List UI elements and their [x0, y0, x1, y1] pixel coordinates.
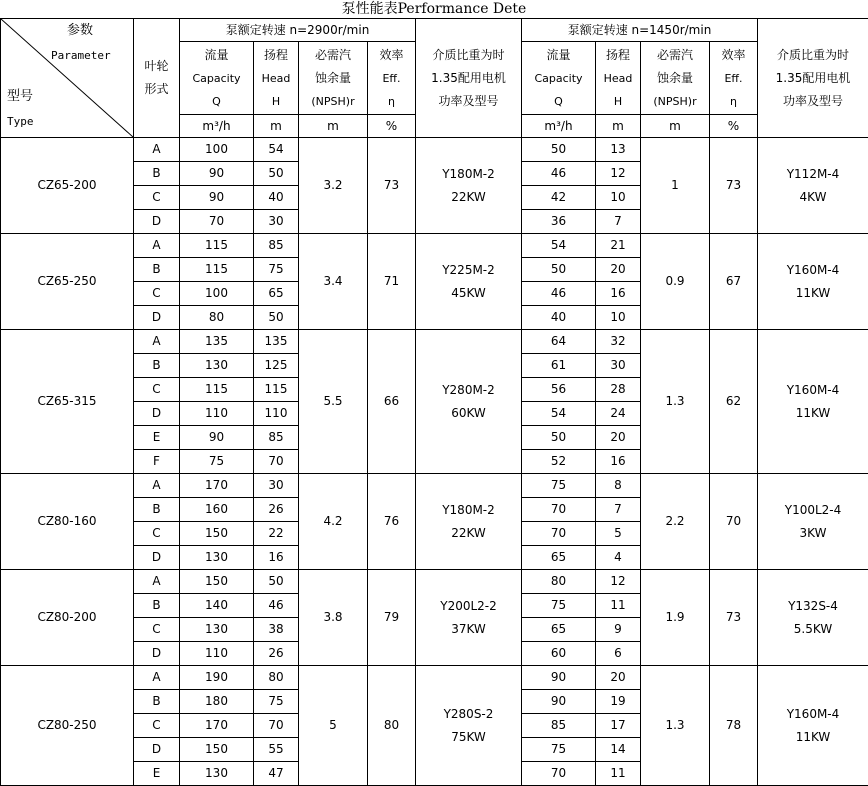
npsh-sym: (NPSH)r — [641, 90, 709, 113]
head-1450-cell: 11 — [596, 594, 641, 618]
impeller-cell: B — [134, 258, 180, 282]
impeller-cell: C — [134, 714, 180, 738]
flow-2900-cell: 90 — [180, 426, 254, 450]
flow-2900-cell: 170 — [180, 714, 254, 738]
flow-1450-cell: 70 — [522, 522, 596, 546]
head-2900-header — [254, 42, 299, 115]
motor-1450-text: 4KW — [758, 186, 868, 209]
flow-sym: Q — [180, 90, 253, 113]
npsh-1450-header — [641, 42, 710, 115]
head-2900-cell: 50 — [254, 162, 299, 186]
head-2900-cell: 50 — [254, 570, 299, 594]
motor-1450-text: 5.5KW — [758, 618, 868, 641]
flow-1450-cell: 75 — [522, 594, 596, 618]
head-2900-cell: 26 — [254, 498, 299, 522]
head-1450-cell: 20 — [596, 666, 641, 690]
model-cell: CZ80-200 — [1, 570, 134, 666]
unit-flow-1450: m³/h — [522, 115, 596, 138]
table-row — [1, 330, 868, 354]
flow-2900-cell: 100 — [180, 282, 254, 306]
motor-1450-text: 11KW — [758, 402, 868, 425]
unit-head-1450: m — [596, 115, 641, 138]
performance-table — [0, 18, 868, 786]
motor-2900-text: Y225M-2 — [416, 259, 521, 282]
flow-1450-cell: 75 — [522, 474, 596, 498]
motor-1450-text: Y160M-4 — [758, 703, 868, 726]
motor-2900-text: 22KW — [416, 186, 521, 209]
flow-2900-cell: 140 — [180, 594, 254, 618]
head-cn: 扬程 — [596, 44, 640, 67]
flow-1450-cell: 46 — [522, 162, 596, 186]
table-body — [1, 19, 868, 786]
impeller-cell: C — [134, 186, 180, 210]
flow-1450-cell: 50 — [522, 426, 596, 450]
npsh-2900-cell: 4.2 — [299, 474, 368, 570]
head-2900-cell: 40 — [254, 186, 299, 210]
flow-1450-cell: 40 — [522, 306, 596, 330]
motor-1450-text: Y132S-4 — [758, 595, 868, 618]
motor-2900-header-line2: 1.35配用电机 — [416, 67, 521, 90]
impeller-cell: C — [134, 522, 180, 546]
head-2900-cell: 38 — [254, 618, 299, 642]
eff-sym: η — [710, 90, 757, 113]
impeller-cell: D — [134, 546, 180, 570]
npsh-1450-cell: 2.2 — [641, 474, 710, 570]
head-en: Head — [596, 67, 640, 90]
model-cell: CZ80-160 — [1, 474, 134, 570]
head-2900-cell: 50 — [254, 306, 299, 330]
impeller-cell: D — [134, 642, 180, 666]
head-2900-cell: 47 — [254, 762, 299, 786]
flow-2900-cell: 115 — [180, 258, 254, 282]
speed-2900-header: 泵额定转速 n=2900r/min — [180, 19, 416, 42]
table-row — [1, 138, 868, 162]
parameter-label-en: Parameter — [51, 49, 111, 63]
head-1450-cell: 10 — [596, 186, 641, 210]
impeller-cell: A — [134, 138, 180, 162]
motor-2900-text: 60KW — [416, 402, 521, 425]
eff-2900-cell: 66 — [368, 330, 416, 474]
motor-2900-cell — [416, 570, 522, 666]
head-2900-cell: 70 — [254, 714, 299, 738]
flow-2900-cell: 130 — [180, 618, 254, 642]
impeller-cell: A — [134, 330, 180, 354]
eff-1450-cell: 67 — [710, 234, 758, 330]
flow-2900-cell: 80 — [180, 306, 254, 330]
impeller-cell: C — [134, 378, 180, 402]
flow-2900-cell: 100 — [180, 138, 254, 162]
flow-1450-cell: 80 — [522, 570, 596, 594]
unit-eff-2900: % — [368, 115, 416, 138]
head-en: Head — [254, 67, 298, 90]
head-1450-cell: 12 — [596, 162, 641, 186]
flow-en: Capacity — [522, 67, 595, 90]
head-2900-cell: 46 — [254, 594, 299, 618]
motor-1450-cell — [758, 138, 868, 234]
unit-eff-1450: % — [710, 115, 758, 138]
impeller-cell: D — [134, 402, 180, 426]
head-2900-cell: 30 — [254, 474, 299, 498]
flow-2900-cell: 130 — [180, 762, 254, 786]
npsh-2900-cell: 3.4 — [299, 234, 368, 330]
flow-2900-cell: 110 — [180, 642, 254, 666]
impeller-cell: A — [134, 474, 180, 498]
head-2900-cell: 22 — [254, 522, 299, 546]
npsh-2900-cell: 5.5 — [299, 330, 368, 474]
flow-1450-cell: 50 — [522, 258, 596, 282]
npsh-cn2: 蚀余量 — [299, 67, 367, 90]
head-2900-cell: 26 — [254, 642, 299, 666]
motor-1450-cell — [758, 474, 868, 570]
head-sym: H — [254, 90, 298, 113]
flow-1450-cell: 36 — [522, 210, 596, 234]
flow-2900-cell: 160 — [180, 498, 254, 522]
flow-2900-cell: 130 — [180, 354, 254, 378]
flow-1450-cell: 70 — [522, 498, 596, 522]
eff-2900-cell: 73 — [368, 138, 416, 234]
head-1450-cell: 7 — [596, 210, 641, 234]
flow-2900-cell: 150 — [180, 570, 254, 594]
motor-2900-cell — [416, 138, 522, 234]
motor-2900-text: Y200L2-2 — [416, 595, 521, 618]
npsh-1450-cell: 1.9 — [641, 570, 710, 666]
eff-2900-cell: 76 — [368, 474, 416, 570]
motor-2900-text: Y180M-2 — [416, 499, 521, 522]
model-label-en: Type — [7, 115, 34, 129]
npsh-2900-cell: 3.8 — [299, 570, 368, 666]
motor-1450-text: Y100L2-4 — [758, 499, 868, 522]
eff-en: Eff. — [368, 67, 415, 90]
head-1450-cell: 5 — [596, 522, 641, 546]
impeller-header-line1: 叶轮 — [134, 55, 179, 78]
npsh-cn1: 必需汽 — [299, 44, 367, 67]
head-2900-cell: 16 — [254, 546, 299, 570]
speed-1450-header: 泵额定转速 n=1450r/min — [522, 19, 758, 42]
eff-2900-cell: 71 — [368, 234, 416, 330]
impeller-cell: B — [134, 354, 180, 378]
head-2900-cell: 30 — [254, 210, 299, 234]
head-1450-cell: 13 — [596, 138, 641, 162]
flow-2900-cell: 70 — [180, 210, 254, 234]
head-2900-cell: 70 — [254, 450, 299, 474]
model-cell: CZ80-250 — [1, 666, 134, 786]
motor-1450-text: Y112M-4 — [758, 163, 868, 186]
eff-1450-cell: 70 — [710, 474, 758, 570]
npsh-1450-cell: 0.9 — [641, 234, 710, 330]
head-2900-cell: 115 — [254, 378, 299, 402]
head-2900-cell: 65 — [254, 282, 299, 306]
motor-2900-cell — [416, 666, 522, 786]
eff-2900-cell: 79 — [368, 570, 416, 666]
model-cell: CZ65-250 — [1, 234, 134, 330]
flow-1450-cell: 65 — [522, 618, 596, 642]
flow-2900-cell: 90 — [180, 162, 254, 186]
head-1450-cell: 28 — [596, 378, 641, 402]
impeller-cell: F — [134, 450, 180, 474]
flow-2900-cell: 190 — [180, 666, 254, 690]
motor-1450-header-line2: 1.35配用电机 — [758, 67, 868, 90]
flow-2900-cell: 115 — [180, 378, 254, 402]
flow-2900-header — [180, 42, 254, 115]
head-sym: H — [596, 90, 640, 113]
flow-1450-cell: 54 — [522, 402, 596, 426]
npsh-1450-cell: 1 — [641, 138, 710, 234]
impeller-cell: A — [134, 570, 180, 594]
head-2900-cell: 55 — [254, 738, 299, 762]
eff-2900-header — [368, 42, 416, 115]
impeller-cell: B — [134, 162, 180, 186]
flow-1450-cell: 42 — [522, 186, 596, 210]
head-1450-cell: 14 — [596, 738, 641, 762]
impeller-header-line2: 形式 — [134, 78, 179, 101]
flow-2900-cell: 110 — [180, 402, 254, 426]
head-2900-cell: 135 — [254, 330, 299, 354]
motor-2900-header — [416, 19, 522, 138]
flow-1450-cell: 60 — [522, 642, 596, 666]
eff-1450-header — [710, 42, 758, 115]
head-1450-cell: 20 — [596, 258, 641, 282]
motor-1450-text: 3KW — [758, 522, 868, 545]
flow-1450-cell: 65 — [522, 546, 596, 570]
eff-en: Eff. — [710, 67, 757, 90]
eff-1450-cell: 73 — [710, 570, 758, 666]
flow-2900-cell: 150 — [180, 522, 254, 546]
eff-cn: 效率 — [368, 44, 415, 67]
motor-2900-cell — [416, 234, 522, 330]
head-1450-header — [596, 42, 641, 115]
head-1450-cell: 24 — [596, 402, 641, 426]
motor-2900-cell — [416, 330, 522, 474]
flow-2900-cell: 135 — [180, 330, 254, 354]
table-row — [1, 474, 868, 498]
header-row-speed — [1, 19, 868, 42]
table-title: 泵性能表Performance Dete — [0, 0, 868, 18]
unit-head-2900: m — [254, 115, 299, 138]
impeller-cell: C — [134, 282, 180, 306]
impeller-cell: E — [134, 426, 180, 450]
motor-2900-text: 45KW — [416, 282, 521, 305]
flow-en: Capacity — [180, 67, 253, 90]
flow-2900-cell: 90 — [180, 186, 254, 210]
npsh-cn2: 蚀余量 — [641, 67, 709, 90]
head-1450-cell: 32 — [596, 330, 641, 354]
flow-2900-cell: 180 — [180, 690, 254, 714]
motor-1450-header-line3: 功率及型号 — [758, 90, 868, 113]
npsh-2900-header — [299, 42, 368, 115]
motor-2900-text: 75KW — [416, 726, 521, 749]
impeller-cell: B — [134, 690, 180, 714]
flow-1450-header — [522, 42, 596, 115]
head-2900-cell: 110 — [254, 402, 299, 426]
head-1450-cell: 8 — [596, 474, 641, 498]
head-2900-cell: 75 — [254, 258, 299, 282]
table-row — [1, 666, 868, 690]
motor-2900-text: Y180M-2 — [416, 163, 521, 186]
head-1450-cell: 6 — [596, 642, 641, 666]
flow-2900-cell: 170 — [180, 474, 254, 498]
flow-cn: 流量 — [522, 44, 595, 67]
table-row — [1, 234, 868, 258]
motor-1450-cell — [758, 570, 868, 666]
motor-2900-text: 37KW — [416, 618, 521, 641]
head-1450-cell: 10 — [596, 306, 641, 330]
model-cell: CZ65-315 — [1, 330, 134, 474]
head-1450-cell: 9 — [596, 618, 641, 642]
flow-1450-cell: 46 — [522, 282, 596, 306]
head-2900-cell: 85 — [254, 426, 299, 450]
motor-2900-text: 22KW — [416, 522, 521, 545]
flow-sym: Q — [522, 90, 595, 113]
flow-1450-cell: 85 — [522, 714, 596, 738]
motor-1450-text: Y160M-4 — [758, 379, 868, 402]
flow-cn: 流量 — [180, 44, 253, 67]
diagonal-header-cell — [1, 19, 134, 138]
flow-1450-cell: 90 — [522, 690, 596, 714]
head-2900-cell: 75 — [254, 690, 299, 714]
head-2900-cell: 80 — [254, 666, 299, 690]
flow-1450-cell: 50 — [522, 138, 596, 162]
unit-npsh-2900: m — [299, 115, 368, 138]
head-1450-cell: 16 — [596, 450, 641, 474]
flow-1450-cell: 70 — [522, 762, 596, 786]
flow-1450-cell: 54 — [522, 234, 596, 258]
eff-cn: 效率 — [710, 44, 757, 67]
motor-1450-header — [758, 19, 868, 138]
flow-1450-cell: 52 — [522, 450, 596, 474]
motor-1450-text: 11KW — [758, 282, 868, 305]
flow-1450-cell: 56 — [522, 378, 596, 402]
flow-2900-cell: 75 — [180, 450, 254, 474]
npsh-2900-cell: 5 — [299, 666, 368, 786]
motor-1450-cell — [758, 666, 868, 786]
model-cell: CZ65-200 — [1, 138, 134, 234]
eff-2900-cell: 80 — [368, 666, 416, 786]
impeller-cell: B — [134, 594, 180, 618]
motor-1450-text: Y160M-4 — [758, 259, 868, 282]
motor-1450-cell — [758, 234, 868, 330]
head-1450-cell: 12 — [596, 570, 641, 594]
head-1450-cell: 17 — [596, 714, 641, 738]
impeller-cell: E — [134, 762, 180, 786]
motor-2900-text: Y280M-2 — [416, 379, 521, 402]
motor-2900-header-line1: 介质比重为时 — [416, 44, 521, 67]
flow-2900-cell: 115 — [180, 234, 254, 258]
head-1450-cell: 4 — [596, 546, 641, 570]
flow-1450-cell: 90 — [522, 666, 596, 690]
impeller-cell: A — [134, 234, 180, 258]
head-2900-cell: 125 — [254, 354, 299, 378]
motor-1450-text: 11KW — [758, 726, 868, 749]
eff-1450-cell: 62 — [710, 330, 758, 474]
motor-2900-header-line3: 功率及型号 — [416, 90, 521, 113]
head-1450-cell: 16 — [596, 282, 641, 306]
npsh-1450-cell: 1.3 — [641, 666, 710, 786]
npsh-1450-cell: 1.3 — [641, 330, 710, 474]
flow-1450-cell: 61 — [522, 354, 596, 378]
head-1450-cell: 21 — [596, 234, 641, 258]
impeller-header — [134, 19, 180, 138]
impeller-cell: D — [134, 210, 180, 234]
parameter-label-cn: 参数 — [67, 23, 93, 39]
model-label-cn: 型号 — [7, 89, 33, 105]
npsh-2900-cell: 3.2 — [299, 138, 368, 234]
impeller-cell: B — [134, 498, 180, 522]
head-1450-cell: 19 — [596, 690, 641, 714]
eff-1450-cell: 73 — [710, 138, 758, 234]
impeller-cell: D — [134, 738, 180, 762]
unit-flow-2900: m³/h — [180, 115, 254, 138]
flow-1450-cell: 64 — [522, 330, 596, 354]
motor-1450-header-line1: 介质比重为时 — [758, 44, 868, 67]
unit-npsh-1450: m — [641, 115, 710, 138]
flow-2900-cell: 130 — [180, 546, 254, 570]
head-cn: 扬程 — [254, 44, 298, 67]
eff-1450-cell: 78 — [710, 666, 758, 786]
npsh-cn1: 必需汽 — [641, 44, 709, 67]
flow-1450-cell: 75 — [522, 738, 596, 762]
impeller-cell: D — [134, 306, 180, 330]
motor-1450-cell — [758, 330, 868, 474]
impeller-cell: A — [134, 666, 180, 690]
table-row — [1, 570, 868, 594]
head-1450-cell: 7 — [596, 498, 641, 522]
motor-2900-cell — [416, 474, 522, 570]
impeller-cell: C — [134, 618, 180, 642]
head-1450-cell: 11 — [596, 762, 641, 786]
head-2900-cell: 85 — [254, 234, 299, 258]
motor-2900-text: Y280S-2 — [416, 703, 521, 726]
head-2900-cell: 54 — [254, 138, 299, 162]
npsh-sym: (NPSH)r — [299, 90, 367, 113]
eff-sym: η — [368, 90, 415, 113]
head-1450-cell: 30 — [596, 354, 641, 378]
flow-2900-cell: 150 — [180, 738, 254, 762]
head-1450-cell: 20 — [596, 426, 641, 450]
